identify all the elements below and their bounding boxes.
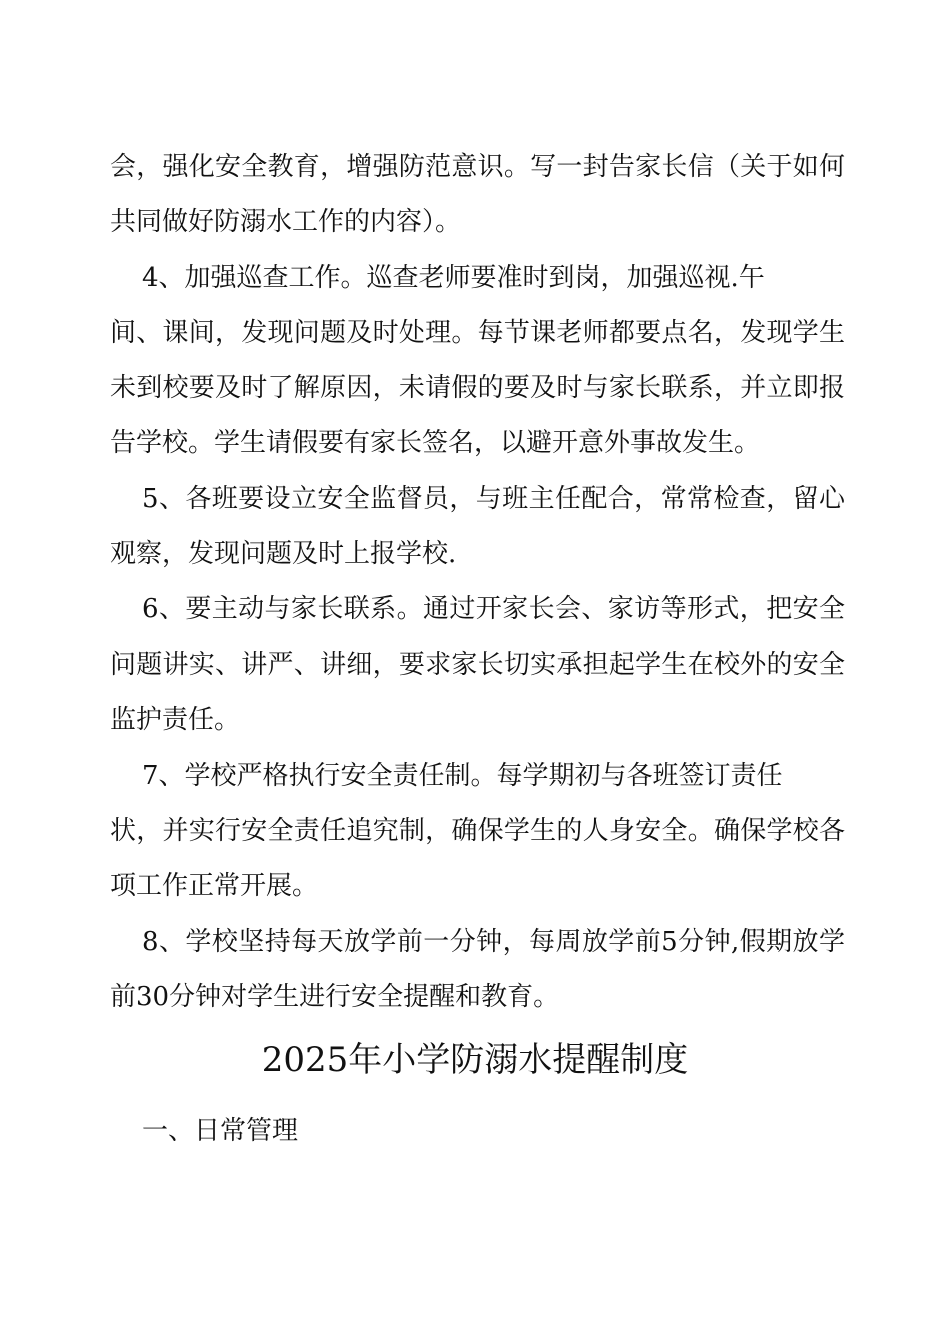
paragraph-line: 观察，发现问题及时上报学校. bbox=[110, 539, 457, 569]
document-title: 2025年小学防溺水提醒制度 bbox=[261, 1040, 689, 1080]
paragraph-line: 4、加强巡查工作。巡查老师要准时到岗，加强巡视.午 bbox=[142, 263, 765, 293]
paragraph-line: 告学校。学生请假要有家长签名，以避开意外事故发生。 bbox=[110, 428, 761, 458]
paragraph-line: 5、各班要设立安全监督员，与班主任配合，常常检查，留心 bbox=[142, 484, 845, 514]
paragraph-line: 会，强化安全教育，增强防范意识。写一封告家长信（关于如何 bbox=[110, 152, 845, 182]
paragraph-line: 6、要主动与家长联系。通过开家长会、家访等形式，把安全 bbox=[142, 594, 845, 624]
paragraph-line: 项工作正常开展。 bbox=[110, 871, 319, 901]
paragraph-line: 问题讲实、讲严、讲细，要求家长切实承担起学生在校外的安全 bbox=[110, 650, 845, 680]
paragraph-line: 未到校要及时了解原因，未请假的要及时与家长联系，并立即报 bbox=[110, 373, 845, 403]
paragraph-line: 监护责任。 bbox=[110, 705, 241, 735]
paragraph-line: 状，并实行安全责任追究制，确保学生的人身安全。确保学校各 bbox=[110, 816, 845, 846]
paragraph-line: 间、课间，发现问题及时处理。每节课老师都要点名，发现学生 bbox=[110, 318, 845, 348]
paragraph-line: 7、学校严格执行安全责任制。每学期初与各班签订责任 bbox=[142, 761, 783, 791]
paragraph-line: 前30分钟对学生进行安全提醒和教育。 bbox=[110, 982, 560, 1012]
section-heading: 一、日常管理 bbox=[142, 1116, 299, 1146]
paragraph-line: 8、学校坚持每天放学前一分钟，每周放学前5分钟,假期放学 bbox=[142, 927, 845, 957]
paragraph-line: 共同做好防溺水工作的内容）。 bbox=[110, 207, 462, 237]
